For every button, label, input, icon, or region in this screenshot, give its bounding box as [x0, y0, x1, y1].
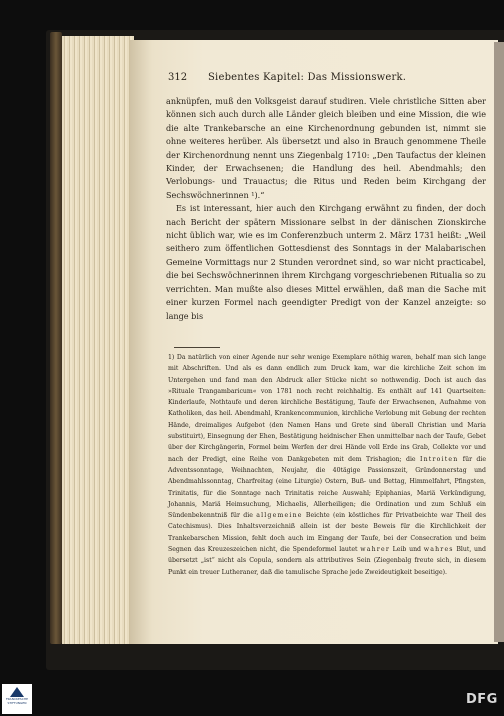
footnote-rule	[174, 347, 220, 348]
page-number: 312	[168, 72, 188, 83]
footnote-text-mid2: Beichte (ein köstliches für Privatbeichte war Theil des Catechismus). Dies Inhaltsverzeichniß allein ist der beste Beweis für die Kirchlichkeit der Trankebarschen Mission, fehlt doch auch im Eingang der Taufe, bei der Consecration und beim Segnen das Kreuzeszeichen nicht, die Spendeformel lautet	[168, 512, 487, 554]
footnote-text-mid3: Leib und	[389, 546, 424, 554]
footnote-spaced-wahres: wahres	[423, 546, 454, 554]
franckesche-stiftungen-logo	[2, 684, 32, 714]
footnote-text-tail: Blut, und übersetzt „ist“ nicht als Copula, sondern als attributives Sein (Ziegenbalg freute sich, in diesem Punkt ein treuer Lutheraner, daß die tamulische Sprache jede Zweideutigkeit beseitige).	[168, 546, 486, 576]
book-spine	[50, 32, 62, 644]
page-stack-edge	[62, 36, 134, 644]
paragraph-2: Es ist interessant, hier auch den Kirchgang erwähnt zu finden, der doch nach Bericht der spätern Missionare selbst in der dänischen Zionskirche nicht üblich war, wie es im Conferenzbuch unterm 2. März 1731 heißt: „Weil seithero zum öffentlichen Gottesdienst des Sonntags in der Malabarischen Gemeine Vormittags nur 2 Stunden verordnet sind, so war nicht practicabel, die bei Sechswöchnerinnen ihrem Kirchgang vorgeschriebenen Ritualia so zu verrichten. Man mußte also dieses Mittel erwählen, daß man die Sache mit einer kurzen Formel nach geendigter Predigt von der Kanzel anzeigte: so lange bis	[166, 203, 486, 321]
book-page	[130, 40, 498, 644]
footnote-spaced-introiten: Introiten	[419, 455, 459, 463]
footnote-spaced-wahrer: wahrer	[360, 546, 390, 554]
footnote-text-mid: für die Adventssonntage, Weihnachten, Neujahr, die 40tägige Passionszeit, Gründonnerstag und Abendmahlssonntag, Charfreitag (eine Liturgie) Ostern, Buß- und Bettag, Himmelfahrt, Pfingsten, Trinitatis, für die Sonntage nach Trinitatis reiche Auswahl; Epiphanias, Mariä Verkündigung, Johannis, Mariä Heimsuchung, Michaelis, Allerheiligen; die Ordination und zum Schluß ein Sündenbekenntniß für die	[168, 455, 486, 520]
footnote-text-lead: 1) Da natürlich von einer Agende nur sehr wenige Exemplare nöthig waren, behalf man sich lange mit Abschriften. Und als es dann endlich zum Druck kam, war die kirchliche Zeit schon im Untergehen und fand man den Abdruck aller Stücke nicht so nothwendig. Doch ist auch das »Rituale Trangambaricum« von 1781 noch recht reichhaltig. Es enthält auf 141 Quartseiten: Kinderlaufe, Nothtaufe und deren kirchliche Bestätigung, Taufe der Erwachsenen, Aufnahme von Katholiken, das heil. Abendmahl, Krankencommunion, kirchliche Verlobung mit Gebung der rechten Hände, dreimaliges Aufgebot (den Namen Hans und Grete sind überall Christian und Maria substituirt), Einsegnung der Ehen, Bestätigung heidnischer Ehen unmittelbar nach der Taufe, Gebet über der Kirchgängerin, Formel beim Werfen der drei Hände voll Erde ins Grab, Collekte vor und nach der Predigt, eine Reihe von Dankgebeten mit dem Trishagion; die	[168, 354, 486, 463]
logo-mark-icon	[10, 687, 24, 697]
running-title: Siebentes Kapitel: Das Missionswerk.	[208, 72, 407, 83]
dfg-logo: DFG	[466, 692, 498, 707]
footnote	[168, 352, 486, 578]
footnote-spaced-allgemeine: allgemeine	[256, 512, 303, 520]
main-text	[166, 95, 486, 323]
paragraph-1: anknüpfen, muß den Volksgeist darauf studiren. Viele christliche Sitten aber können sich auch durch alle Länder gleich bleiben und eine Mission, die wie die alte Trankebarsche an eine Kirchenordnung gebunden ist, nimmt sie ohne weiteres herüber. Als übersetzt und also in Brauch genommene Theile der Kirchenordnung nennt uns Ziegenbalg 1710: „Den Taufactus der kleinen Kinder, der Erwachsenen; die Handlung des heil. Abendmahls; den Verlobungs- und Trauactus; die Ritus und Reden beim Kirchgang der Sechswöchnerinnen ¹).“	[166, 96, 486, 200]
logo-left-text: FRANCKESCHE STIFTUNGEN	[5, 697, 29, 705]
facing-page-edge	[494, 42, 504, 642]
running-header	[168, 72, 468, 83]
